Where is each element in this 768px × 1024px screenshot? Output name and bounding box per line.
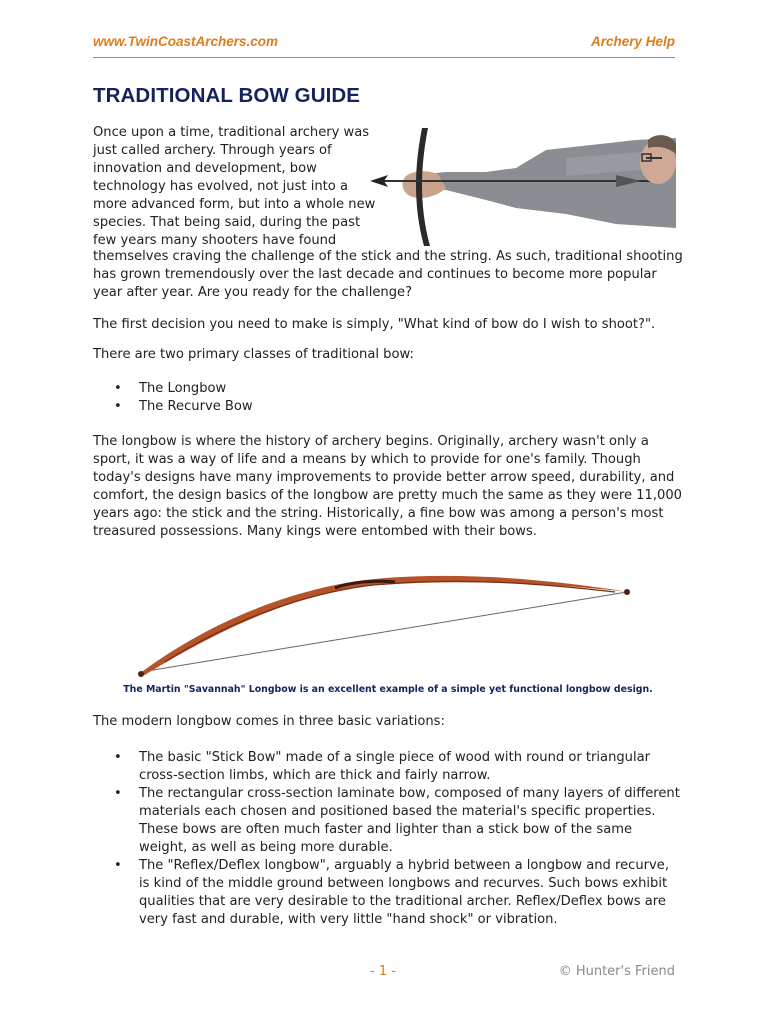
list-item: • The Longbow — [93, 380, 683, 398]
page-title: TRADITIONAL BOW GUIDE — [93, 84, 361, 107]
decision-paragraph: The first decision you need to make is simply, "What kind of bow do I wish to shoot?". — [93, 317, 656, 332]
page-number: - 1 - — [370, 964, 396, 979]
variations-paragraph: The modern longbow comes in three basic variations: — [93, 714, 445, 729]
intro-paragraph-cont: themselves craving the challenge of the stick and the string. As such, traditional shooting has grown tremendously over the last decade and continues to become more popular year after year. Are you ready for the challenge? — [93, 249, 683, 300]
longbow-paragraph: The longbow is where the history of archery begins. Originally, archery wasn't only a sport, it was a way of life and a means by which to provide for one's family. Though today's designs have many improvements to provide better arrow speed, durability, and comfort, the design basics of the longbow are pretty much the same as they were 11,000 years ago: the stick and the string. Historically, a fine bow was among a person's most treasured possessions. Many kings were entombed with their bows. — [93, 434, 683, 539]
bow-classes-list — [93, 380, 683, 416]
variations-list — [93, 749, 683, 929]
longbow-photo — [135, 562, 635, 682]
page-header — [93, 34, 675, 58]
list-item: • The rectangular cross-section laminate bow, composed of many layers of different materials each chosen and positioned based the material's specific properties. These bows are often much faster and lighter than a stick bow of the same weight, as well as being more durable. — [93, 785, 683, 857]
list-item: • The "Reflex/Deflex longbow", arguably a hybrid between a longbow and recurve, is kind of the middle ground between longbows and recurves. Such bows exhibit qualities that are very desirable to the traditional archer. Reflex/Deflex bows are very fast and durable, with very little "hand shock" or vibration. — [93, 857, 683, 929]
classes-paragraph: There are two primary classes of traditional bow: — [93, 347, 414, 362]
list-item: • The basic "Stick Bow" made of a single piece of wood with round or triangular cross-section limbs, which are thick and fairly narrow. — [93, 749, 683, 785]
section-label: Archery Help — [590, 34, 675, 49]
site-link[interactable]: www.TwinCoastArchers.com — [93, 34, 279, 49]
copyright: © Hunter's Friend — [558, 964, 675, 979]
intro-paragraph-start: Once upon a time, traditional archery was just called archery. Through years of innovation and development, bow technology has evolved, not just into a more advanced form, but into a whole new species. That being said, during the past few years many shooters have found — [93, 125, 376, 248]
list-item: • The Recurve Bow — [93, 398, 683, 416]
archer-photo — [366, 128, 676, 246]
figure-caption: The Martin "Savannah" Longbow is an excellent example of a simple yet functional longbow design. — [123, 684, 653, 695]
